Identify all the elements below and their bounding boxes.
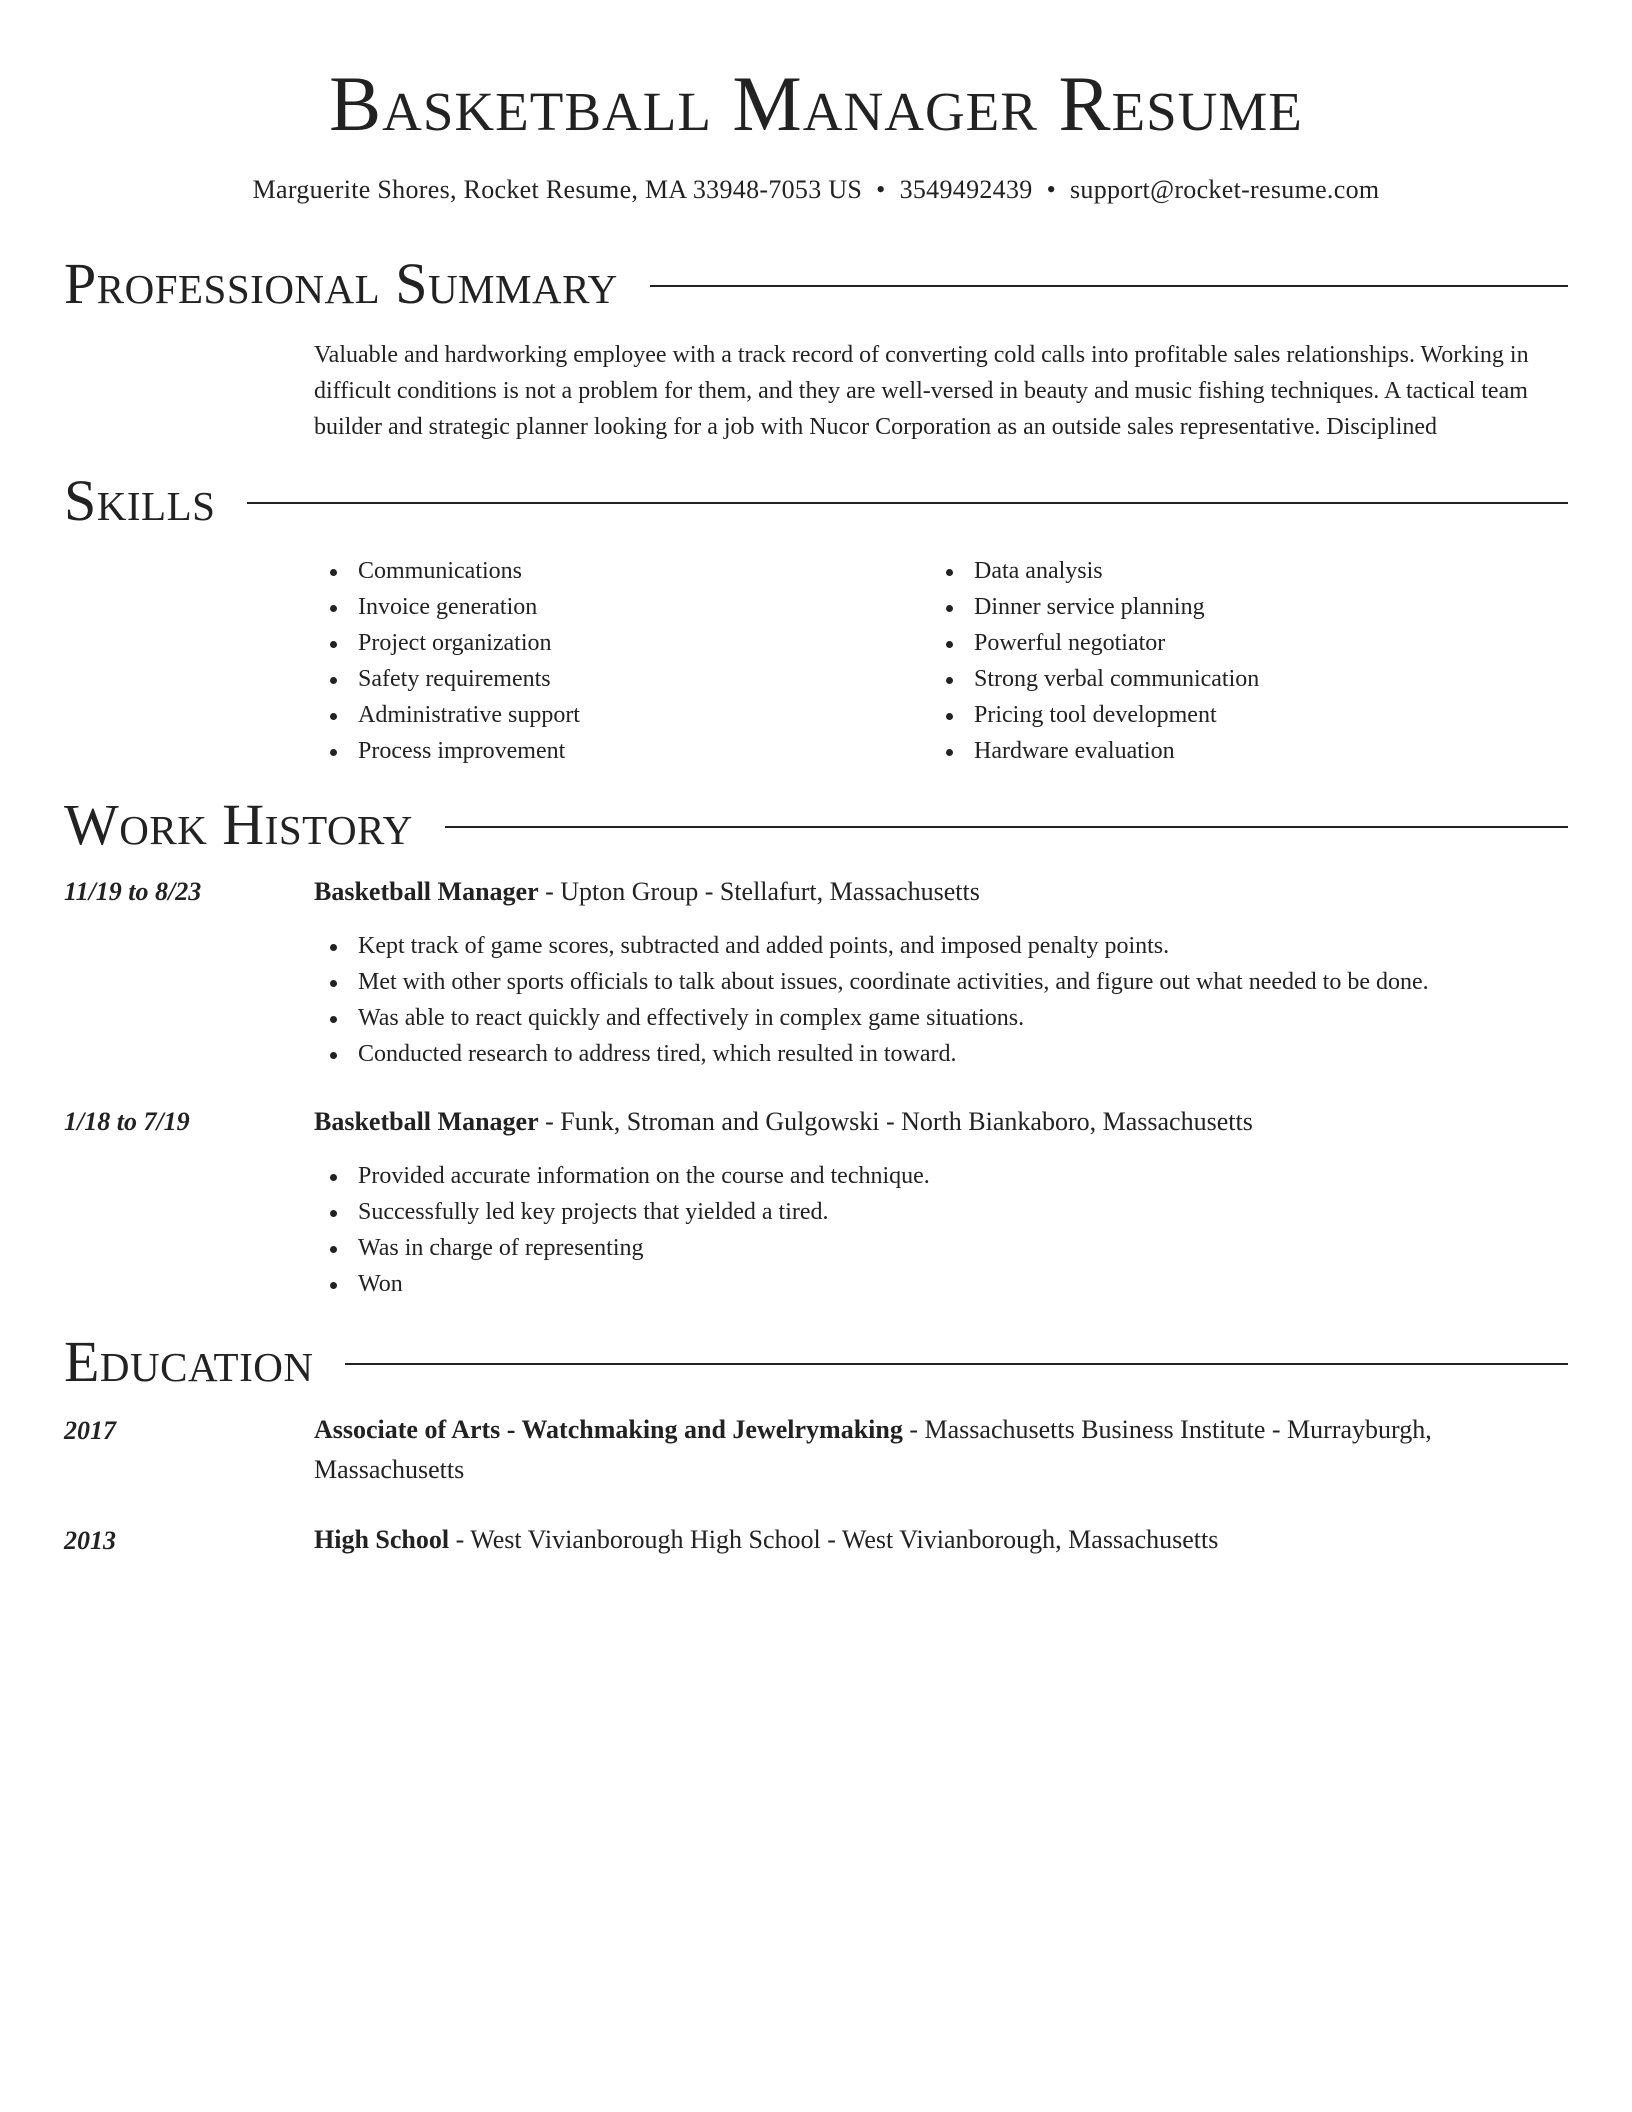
section-divider [650,285,1568,287]
section-education-title: Education [64,1329,314,1394]
skill-item: Safety requirements [314,661,930,697]
contact-separator: • [1046,175,1056,204]
skills-list [314,553,1568,769]
job-bullet: Conducted research to address tired, which resulted in toward. [314,1036,1568,1072]
job-bullet: Won [314,1266,1568,1302]
education-details: - West Vivianborough High School - West Vivianborough, Massachusetts [449,1525,1219,1554]
job-details: - Upton Group - Stellafurt, Massachusetts [538,877,980,906]
skills-column-left [314,553,930,769]
skill-item: Strong verbal communication [930,661,1546,697]
job-bullet: Met with other sports officials to talk about issues, coordinate activities, and figure out what needed to be done. [314,964,1568,1000]
contact-separator: • [876,175,886,204]
job-details: - Funk, Stroman and Gulgowski - North Biankaboro, Massachusetts [538,1107,1253,1136]
contact-email: support@rocket-resume.com [1069,175,1380,204]
job-bullets [314,1158,1568,1302]
skill-item: Administrative support [314,697,930,733]
skill-item: Pricing tool development [930,697,1546,733]
skills-column-right [930,553,1546,769]
job-heading [314,1102,1568,1142]
education-details: - Massachusetts Business Institute - Murrayburgh, Massachusetts [314,1415,1432,1484]
education-degree: Associate of Arts - Watchmaking and Jewelrymaking [314,1415,903,1444]
job-title: Basketball Manager [314,1107,539,1136]
section-divider [345,1363,1568,1365]
job-bullet: Kept track of game scores, subtracted and added points, and imposed penalty points. [314,928,1568,964]
job-dates: 11/19 to 8/23 [64,877,202,906]
job-bullet: Was in charge of representing [314,1230,1568,1266]
section-skills-header [64,469,1568,533]
job-title: Basketball Manager [314,877,539,906]
contact-address: Marguerite Shores, Rocket Resume, MA 33948-7053 US [252,175,863,204]
section-skills-title: Skills [64,468,216,533]
contact-line [64,172,1568,208]
skill-item: Hardware evaluation [930,733,1546,769]
section-education-header [64,1330,1568,1394]
skill-item: Powerful negotiator [930,625,1546,661]
skill-item: Communications [314,553,930,589]
section-work-header [64,793,1568,857]
job-bullet: Provided accurate information on the course and technique. [314,1158,1568,1194]
summary-text: Valuable and hardworking employee with a track record of converting cold calls into profitable sales relationships. Working in difficult conditions is not a problem for them, and they are well-versed in beauty and music fishing techniques. A tactical team builder and strategic planner looking for a job with Nucor Corporation as an outside sales representative. Disciplined [314,342,1529,440]
skill-item: Invoice generation [314,589,930,625]
job-heading [314,872,1568,912]
skill-item: Project organization [314,625,930,661]
section-divider [247,502,1568,504]
job-bullet: Was able to react quickly and effectively in complex game situations. [314,1000,1568,1036]
section-summary-header [64,252,1568,316]
section-summary-title: Professional Summary [64,251,618,316]
skill-item: Data analysis [930,553,1546,589]
job-dates: 1/18 to 7/19 [64,1107,190,1136]
skill-item: Dinner service planning [930,589,1546,625]
education-heading [314,1520,1568,1560]
skill-item: Process improvement [314,733,930,769]
job-bullet: Successfully led key projects that yielded a tired. [314,1194,1568,1230]
resume-title: Basketball Manager Resume [329,60,1303,147]
job-bullets [314,928,1568,1072]
section-work-title: Work History [64,792,413,857]
education-year: 2013 [64,1526,116,1555]
section-divider [445,826,1568,828]
contact-phone: 3549492439 [899,175,1033,204]
education-degree: High School [314,1525,450,1554]
education-year: 2017 [64,1416,116,1445]
education-heading [314,1410,1568,1490]
